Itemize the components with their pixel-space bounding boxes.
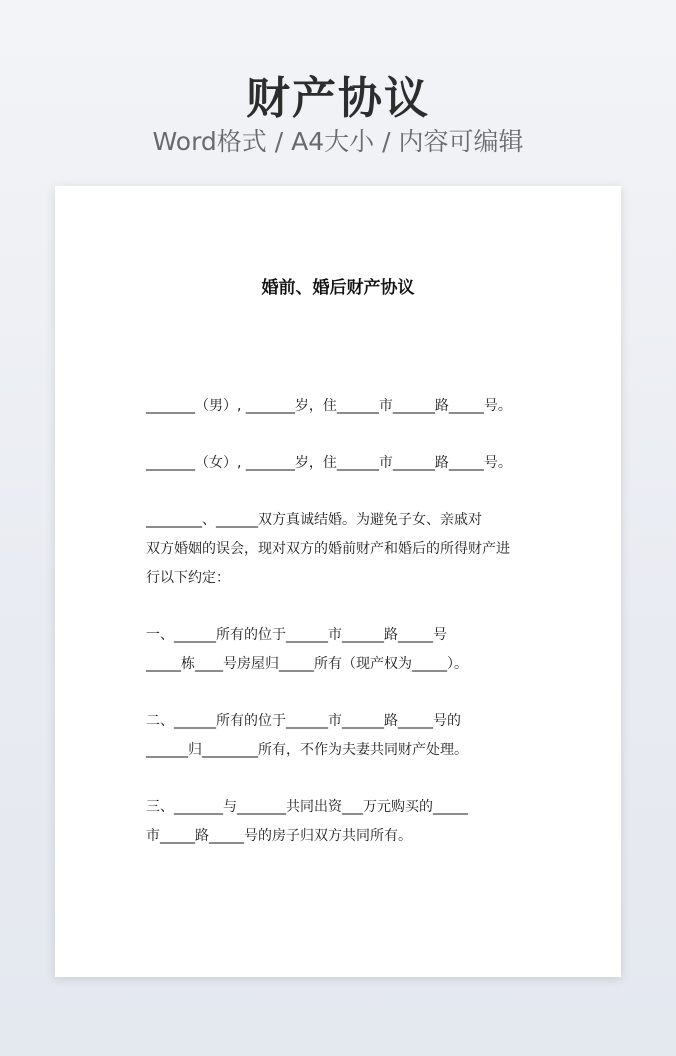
hero-subtitle: Word格式 / A4大小 / 内容可编辑 <box>152 127 524 156</box>
party-male-line: _______（男）, _______岁，住______市______路_____号。 <box>146 398 512 414</box>
preamble-line-1: ________、______双方真诚结婚。为避免子女、亲戚对 <box>146 512 482 528</box>
clause-2-line-2: ______归________所有，不作为夫妻共同财产处理。 <box>146 742 468 758</box>
clause-1-line-1: 一、______所有的位于______市______路_____号 <box>146 627 447 643</box>
clause-1-line-2: _____栋____号房屋归_____所有（现产权为_____）。 <box>146 656 468 672</box>
document-title: 婚前、婚后财产协议 <box>261 278 415 298</box>
clause-2-line-1: 二、______所有的位于______市______路_____号的 <box>146 713 461 729</box>
hero-title: 财产协议 <box>246 73 430 124</box>
preamble-line-2: 双方婚姻的误会，现对双方的婚前财产和婚后的所得财产进 <box>146 541 510 557</box>
preamble-line-3: 行以下约定： <box>146 570 230 586</box>
document-page <box>55 186 621 977</box>
clause-3-line-2: 市_____路_____号的房子归双方共同所有。 <box>146 828 412 844</box>
party-female-line: _______（女）, _______岁，住______市______路_____号。 <box>146 455 512 471</box>
clause-3-line-1: 三、_______与_______共同出资___万元购买的_____ <box>146 799 468 815</box>
